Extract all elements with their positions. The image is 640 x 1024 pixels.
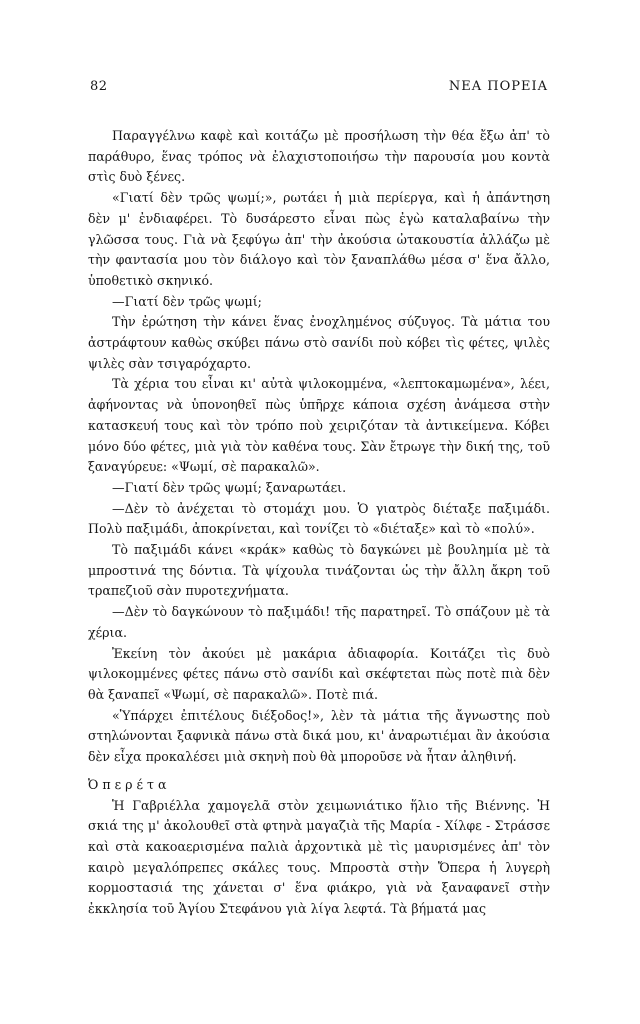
body-text — [88, 126, 550, 920]
dialogue-line: —Γιατί δὲν τρῶς ψωμί; ξαναρωτάει. — [112, 479, 347, 495]
paragraph: «Ὑπάρχει ἐπιτέλους διέξοδος!», λὲν τὰ μάτια τῆς ἄγνωστης ποὺ στηλώνονται ξαφνικὰ πάνω στὰ δικά μου, κι' ἀναρωτιέμαι ἂν ἀκούσια δὲν εἶχα προκαλέσει μιὰ σκηνὴ ποὺ θὰ μποροῦσε νὰ ἦταν ἀληθινή. — [88, 707, 550, 765]
dialogue-line: —Δὲν τὸ ἀνέχεται τὸ στομάχι μου. Ὁ γιατρὸς διέταξε παξιμάδι. Πολὺ παξιμάδι, ἀποκρίνεται, καὶ τονίζει τὸ «διέταξε» καὶ τὸ «πολύ». — [88, 500, 550, 537]
paragraph: Τὴν ἐρώτηση τὴν κάνει ἕνας ἐνοχλημένος σύζυγος. Τὰ μάτια του ἀστράφτουν καθὼς σκύβει πάνω στὸ σανίδι ποὺ κόβει τὶς φέτες, ψιλὲς ψιλὲς σὰν τσιγαρόχαρτο. — [88, 314, 550, 371]
section-heading: Ὀπερέτα — [88, 776, 171, 792]
paragraph: Τὰ χέρια του εἶναι κι' αὐτὰ ψιλοκομμένα, «λεπτοκαμωμένα», λέει, ἀφήνοντας νὰ ὑπονοηθεῖ πὼς ὑπῆρχε κάποια σχέση ἀνάμεσα στὴν κατασκευή τους καὶ τὸν τρόπο ποὺ χειριζόταν τὰ ἀντικείμενα. Κόβει μόνο δύο φέτες, μιὰ γιὰ τὸν καθένα τους. Σὰν ἔτρωγε τὴν δική της, τοῦ ξαναγύρευε: «Ψωμί, σὲ παρακαλῶ». — [88, 376, 550, 475]
paragraph: Ἡ Γαβριέλλα χαμογελᾶ στὸν χειμωνιάτικο ἥλιο τῆς Βιέννης. Ἡ σκιά της μ' ἀκολουθεῖ στὰ φτηνὰ μαγαζιὰ τῆς Μαρία - Χίλφε - Στράσσε καὶ στὰ κακοαερισμένα παλιὰ ἀρχοντικὰ μὲ τὶς μαυρισμένες ἀπ' τὸν καιρὸ μεγαλόπρεπες σκάλες τους. Μπροστὰ στὴν Ὄπερα ἡ λυγερὴ κορμοστασιά της χάνεται σ' ἕνα φιάκρο, γιὰ νὰ ξαναφανεῖ στὴν ἐκκλησία τοῦ Ἁγίου Στεφάνου γιὰ λίγα λεφτά. Τὰ βήματά μας — [88, 797, 550, 917]
running-head — [90, 77, 548, 97]
journal-title: ΝΕΑ ΠΟΡΕΙΑ — [448, 79, 548, 94]
paragraph: Παραγγέλνω καφὲ καὶ κοιτάζω μὲ προσήλωση τὴν θέα ἔξω ἀπ' τὸ παράθυρο, ἕνας τρόπος νὰ ἐλαχιστοποιήσω τὴν παρουσία μου κοντὰ στὶς δυὸ ξένες. — [88, 128, 550, 185]
paragraph: «Γιατί δὲν τρῶς ψωμί;», ρωτάει ἡ μιὰ περίεργα, καὶ ἡ ἀπάντηση δὲν μ' ἐνδιαφέρει. Τὸ δυσάρεστο εἶναι πὼς ἐγὼ καταλαβαίνω τὴν γλῶσσα τους. Γιὰ νὰ ξεφύγω ἀπ' τὴν ἀκούσια ὠτακουστία ἀλλάζω μὲ τὴν φαντασία μου τὸν διάλογο καὶ τὸν ξαναπλάθω μέσα σ' ἕνα ἄλλο, ὑποθετικὸ σκηνικό. — [88, 190, 550, 288]
dialogue-line: —Γιατί δὲν τρῶς ψωμί; — [112, 293, 262, 309]
page-number: 82 — [90, 79, 108, 94]
paragraph: Τὸ παξιμάδι κάνει «κράκ» καθὼς τὸ δαγκώνει μὲ βουλημία μὲ τὰ μπροστινά της δόντια. Τὰ ψίχουλα τινάζονται ὡς τὴν ἄλλη ἄκρη τοῦ τραπεζιοῦ σὰν πυροτεχνήματα. — [88, 542, 550, 599]
dialogue-line: —Δὲν τὸ δαγκώνουν τὸ παξιμάδι! τῆς παρατηρεῖ. Τὸ σπάζουν μὲ τὰ χέρια. — [88, 604, 550, 640]
paragraph: Ἐκείνη τὸν ἀκούει μὲ μακάρια ἀδιαφορία. Κοιτάζει τὶς δυὸ ψιλοκομμένες φέτες πάνω στὸ σανίδι καὶ σκέφτεται πὼς ποτὲ πιὰ δὲν θὰ ξαναπεῖ «Ψωμί, σὲ παρακαλῶ». Ποτὲ πιά. — [88, 645, 550, 702]
